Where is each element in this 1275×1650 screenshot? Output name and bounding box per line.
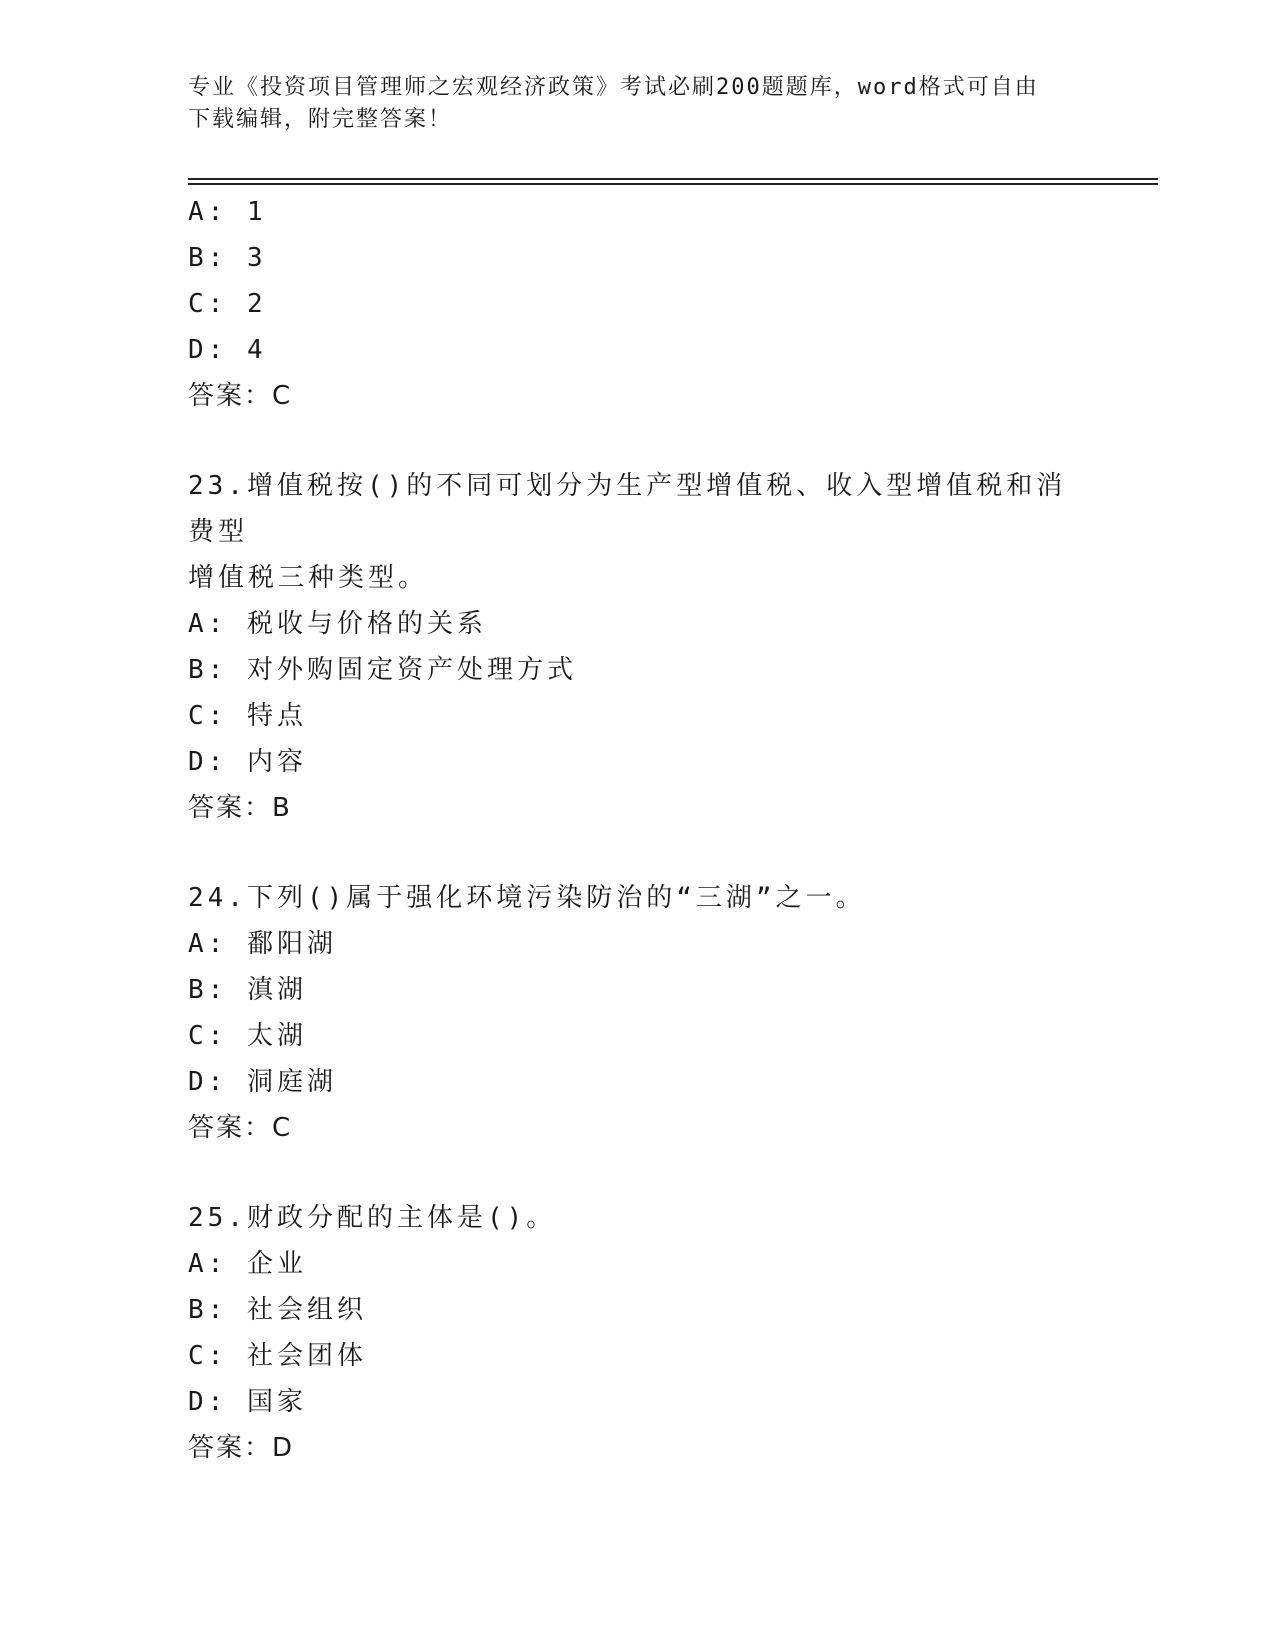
option-c: C: 社会团体 (188, 1341, 367, 1371)
question-24-block (188, 875, 1088, 1151)
answer-line: 答案：B (188, 793, 292, 823)
document-body (188, 189, 1088, 1471)
option-b: B: 滇湖 (188, 975, 307, 1005)
option-d: D: 内容 (188, 747, 307, 777)
question-25-block (188, 1195, 1088, 1471)
option-c: C: 太湖 (188, 1021, 307, 1051)
option-d: D: 国家 (188, 1387, 307, 1417)
option-a: A: 税收与价格的关系 (188, 609, 487, 639)
question-text: 24.下列()属于强化环境污染防治的“三湖”之一。 (188, 883, 866, 913)
question-23-block (188, 463, 1088, 831)
option-a: A: 企业 (188, 1249, 307, 1279)
option-b: B: 3 (188, 243, 267, 273)
option-b: B: 对外购固定资产处理方式 (188, 655, 577, 685)
option-d: D: 洞庭湖 (188, 1067, 337, 1097)
question-22-block (188, 189, 1088, 419)
option-d: D: 4 (188, 335, 267, 365)
document-header (188, 72, 1088, 136)
header-divider-bottom (188, 183, 1158, 185)
question-text-continued: 增值税三种类型。 (188, 563, 429, 593)
header-line-1: 专业《投资项目管理师之宏观经济政策》考试必刷200题题库，word格式可自由 (188, 75, 1039, 100)
header-divider-top (188, 178, 1158, 180)
option-c: C: 特点 (188, 701, 307, 731)
answer-line: 答案：D (188, 1433, 295, 1463)
option-a: A: 鄱阳湖 (188, 929, 337, 959)
header-line-2: 下载编辑，附完整答案！ (188, 107, 453, 132)
option-a: A: 1 (188, 197, 267, 227)
option-b: B: 社会组织 (188, 1295, 367, 1325)
answer-line: 答案：C (188, 1113, 293, 1143)
question-text: 23.增值税按()的不同可划分为生产型增值税、收入型增值税和消费型 (188, 471, 1067, 547)
question-text: 25.财政分配的主体是()。 (188, 1203, 557, 1233)
option-c: C: 2 (188, 289, 267, 319)
answer-line: 答案：C (188, 381, 293, 411)
